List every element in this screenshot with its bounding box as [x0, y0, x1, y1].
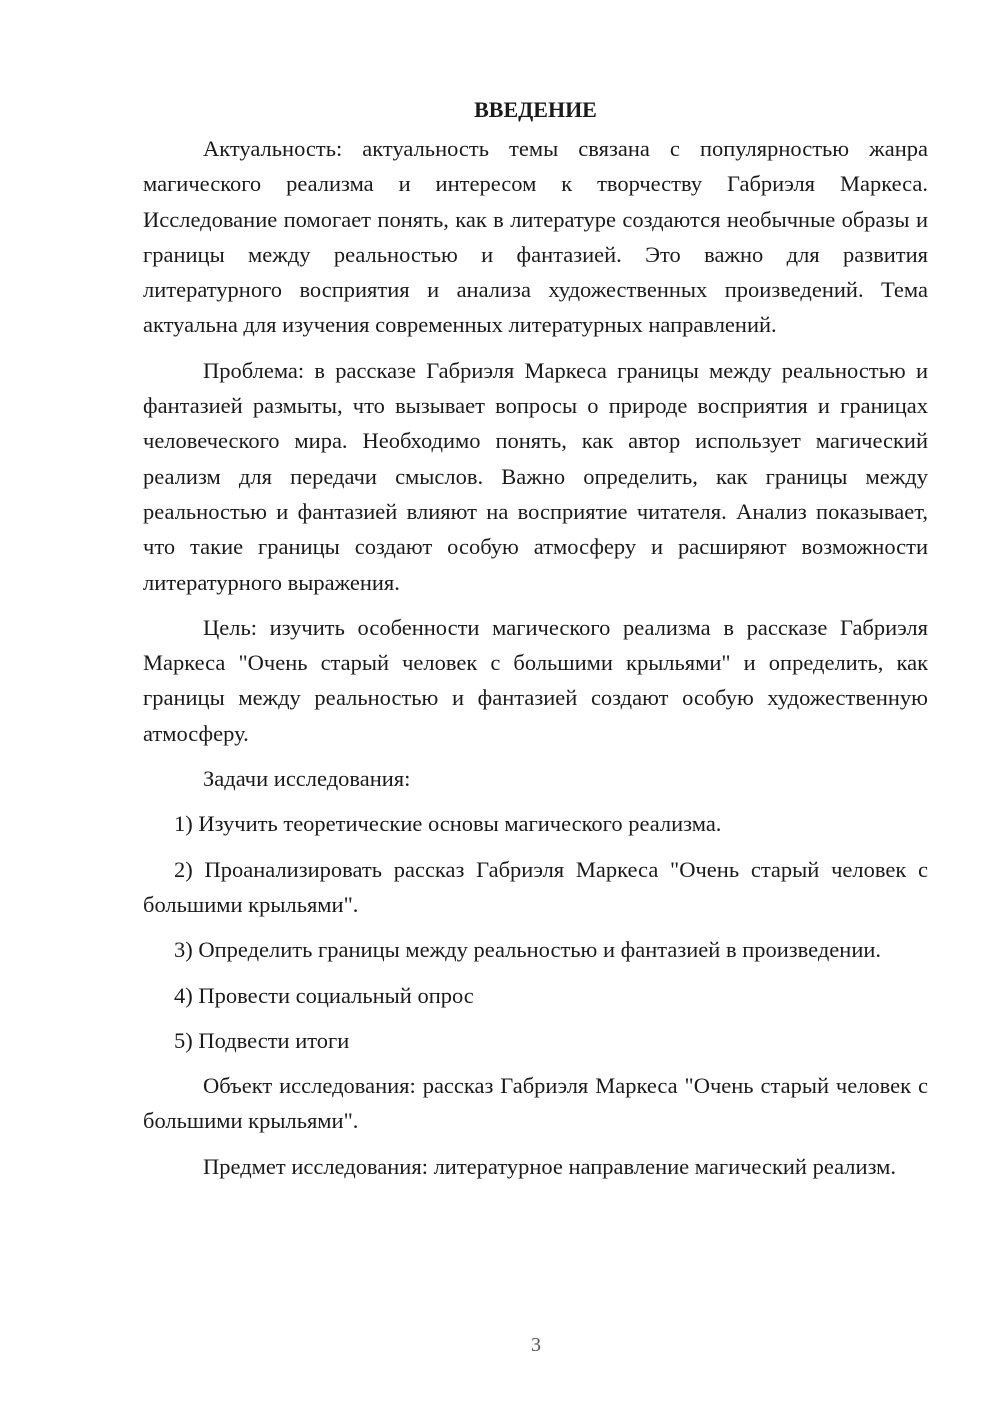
section-heading: ВВЕДЕНИЕ [474, 97, 597, 122]
subject-paragraph: Предмет исследования: литературное направление магический реализм. [203, 1153, 896, 1179]
task-item-4: 4) Провести социальный опрос [174, 982, 474, 1008]
tasks-heading: Задачи исследования: [203, 766, 411, 792]
object-paragraph: Объект исследования: рассказ Габриэля Маркеса "Очень старый человек с большими крыльями". [143, 1073, 928, 1134]
task-item-2: 2) Проанализировать рассказ Габриэля Маркеса "Очень старый человек с большими крыльями". [143, 856, 928, 917]
goal-paragraph: Цель: изучить особенности магического реализма в рассказе Габриэля Маркеса "Очень старый человек с большими крыльями" и определить, как границы между реальностью и фантазией создают особую художественную атмосферу. [143, 614, 928, 746]
page-number: 3 [531, 1334, 541, 1356]
relevance-paragraph: Актуальность: актуальность темы связана с популярностью жанра магического реализма и интересом к творчеству Габриэля Маркеса. Исследование помогает понять, как в литературе создаются необычные образы и границы между реальностью и фантазией. Это важно для развития литературного восприятия и анализа художественных произведений. Тема актуальна для изучения современных литературных направлений. [143, 136, 928, 338]
document-page [143, 92, 928, 1194]
task-item-1: 1) Изучить теоретические основы магического реализма. [174, 811, 722, 837]
task-item-3: 3) Определить границы между реальностью и фантазией в произведении. [174, 937, 882, 963]
task-item-5: 5) Подвести итоги [174, 1027, 350, 1053]
problem-paragraph: Проблема: в рассказе Габриэля Маркеса границы между реальностью и фантазией размыты, что вызывает вопросы о природе восприятия и границах человеческого мира. Необходимо понять, как автор использует магический реализм для передачи смыслов. Важно определить, как границы между реальностью и фантазией влияют на восприятие читателя. Анализ показывает, что такие границы создают особую атмосферу и расширяют возможности литературного выражения. [143, 357, 928, 595]
